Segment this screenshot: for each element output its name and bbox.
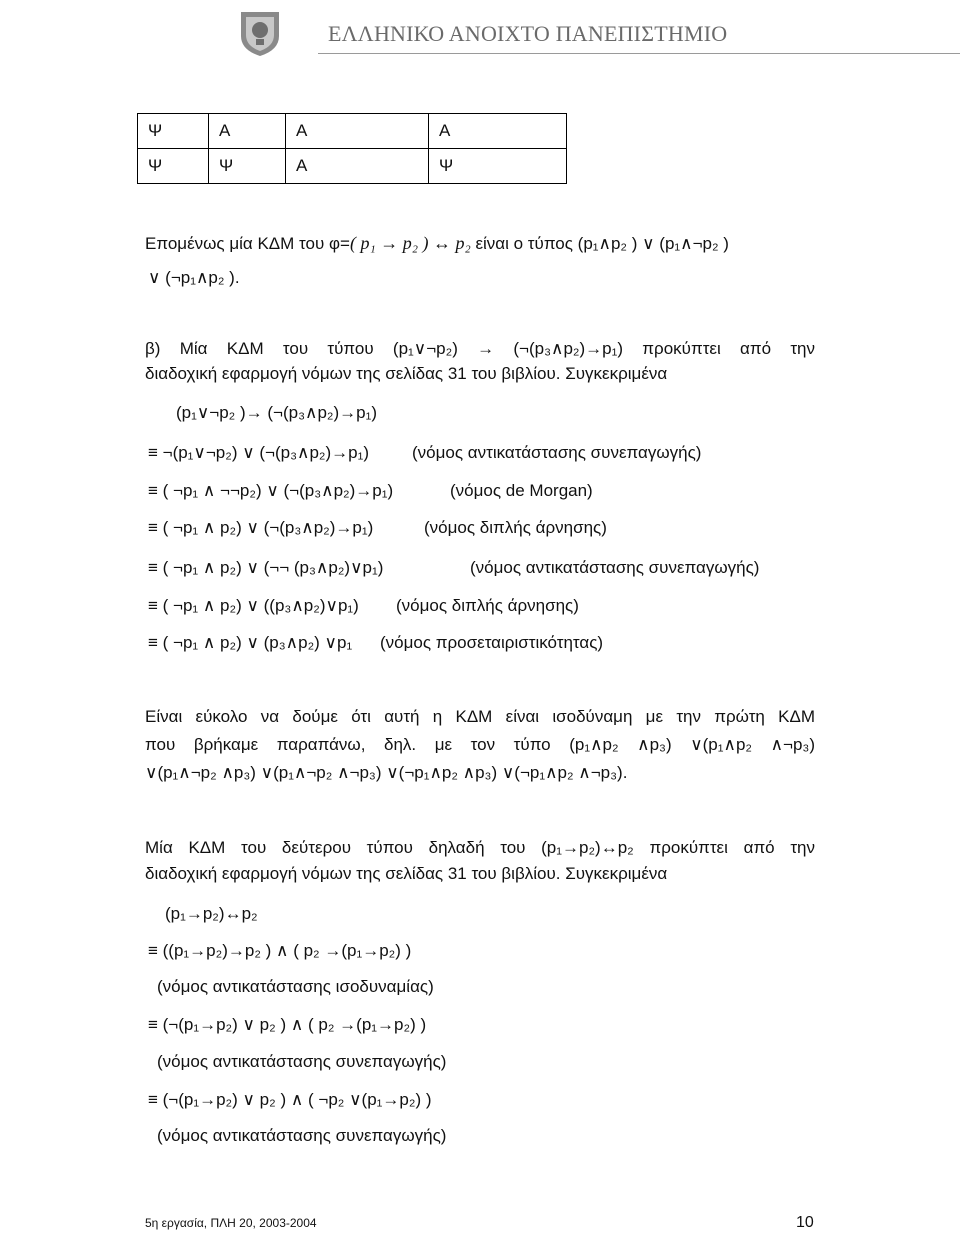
- table-cell: Ψ: [209, 149, 286, 184]
- text-line: Μία ΚΔΜ του δεύτερου τύπου δηλαδή του (p₁→p₂)↔p₂ προκύπτει από την: [145, 838, 815, 857]
- derivation-step: ≡ (¬(p₁→p₂) ∨ p₂ ) ∧ ( p₂ →(p₁→p₂) ): [148, 1015, 427, 1034]
- header-divider: [318, 53, 960, 54]
- text-line: Είναι εύκολο να δούμε ότι αυτή η ΚΔΜ είναι ισοδύναμη με την πρώτη ΚΔΜ: [145, 707, 815, 726]
- table-cell: Α: [209, 114, 286, 149]
- derivation-step: ≡ ( ¬p₁ ∧ p₂) ∨ ((p₃∧p₂)∨p₁): [148, 596, 359, 615]
- law-label: (νόμος προσεταιριστικότητας): [380, 633, 604, 652]
- derivation-step: ≡ ¬(p₁∨¬p₂) ∨ (¬(p₃∧p₂)→p₁): [148, 443, 370, 462]
- text-span: Επομένως μία ΚΔΜ του φ=: [145, 234, 350, 253]
- table-row: [138, 114, 567, 149]
- table-cell: Ψ: [429, 149, 567, 184]
- university-name: ΕΛΛΗΝΙΚΟ ΑΝΟΙΧΤΟ ΠΑΝΕΠΙΣΤΗΜΙΟ: [328, 21, 728, 46]
- law-label: (νόμος αντικατάστασης συνεπαγωγής): [412, 443, 702, 462]
- page-number: 10: [796, 1214, 814, 1231]
- text-line: ∨(p₁∧¬p₂ ∧p₃) ∨(p₁∧¬p₂ ∧¬p₃) ∨(¬p₁∧p₂ ∧p₃) ∨(¬p₁∧p₂ ∧¬p₃).: [145, 763, 628, 782]
- table-cell: Ψ: [138, 114, 209, 149]
- table-cell: Ψ: [138, 149, 209, 184]
- derivation-step: ≡ ( ¬p₁ ∧ ¬¬p₂) ∨ (¬(p₃∧p₂)→p₁): [148, 481, 394, 500]
- university-seal-icon: [237, 6, 283, 58]
- derivation-step: (p₁→p₂)↔p₂: [165, 904, 258, 923]
- law-label: (νόμος αντικατάστασης συνεπαγωγής): [470, 558, 760, 577]
- table-cell: Α: [429, 114, 567, 149]
- text-line: β) Μία ΚΔΜ του τύπου (p₁∨¬p₂) → (¬(p₃∧p₂)→p₁) προκύπτει από την: [145, 339, 815, 358]
- text-line: [145, 233, 729, 254]
- truth-table: [137, 113, 567, 184]
- derivation-step: ≡ ( ¬p₁ ∧ p₂) ∨ (¬¬ (p₃∧p₂)∨p₁): [148, 558, 384, 577]
- formula: ( p₁ → p₂ ) ↔ p₂: [349, 233, 471, 253]
- derivation-step: ≡ ( ¬p₁ ∧ p₂) ∨ (¬(p₃∧p₂)→p₁): [148, 518, 374, 537]
- derivation-step: (p₁∨¬p₂ )→ (¬(p₃∧p₂)→p₁): [176, 403, 378, 422]
- law-label: (νόμος de Morgan): [450, 481, 593, 500]
- derivation-step: ≡ ((p₁→p₂)→p₂ ) ∧ ( p₂ →(p₁→p₂) ): [148, 941, 412, 960]
- law-label: (νόμος διπλής άρνησης): [424, 518, 607, 537]
- text-line: που βρήκαμε παραπάνω, δηλ. με τον τύπο (p₁∧p₂ ∧p₃) ∨(p₁∧p₂ ∧¬p₃): [145, 735, 815, 754]
- table-row: [138, 149, 567, 184]
- derivation-step: ≡ (¬(p₁→p₂) ∨ p₂ ) ∧ ( ¬p₂ ∨(p₁→p₂) ): [148, 1090, 432, 1109]
- law-label: (νόμος αντικατάστασης συνεπαγωγής): [157, 1052, 447, 1071]
- footer-course: 5η εργασία, ΠΛΗ 20, 2003-2004: [145, 1216, 317, 1230]
- table-cell: Α: [286, 114, 429, 149]
- law-label: (νόμος αντικατάστασης ισοδυναμίας): [157, 977, 434, 996]
- text-span: είναι ο τύπος (p₁∧p₂ ) ∨ (p₁∧¬p₂ ): [470, 234, 729, 253]
- law-label: (νόμος διπλής άρνησης): [396, 596, 579, 615]
- table-cell: Α: [286, 149, 429, 184]
- law-label: (νόμος αντικατάστασης συνεπαγωγής): [157, 1126, 447, 1145]
- text-line: διαδοχική εφαρμογή νόμων της σελίδας 31 του βιβλίου. Συγκεκριμένα: [145, 364, 668, 383]
- derivation-step: ≡ ( ¬p₁ ∧ p₂) ∨ (p₃∧p₂) ∨p₁: [148, 633, 353, 652]
- text-line: ∨ (¬p₁∧p₂ ).: [148, 268, 240, 287]
- text-line: διαδοχική εφαρμογή νόμων της σελίδας 31 του βιβλίου. Συγκεκριμένα: [145, 864, 668, 883]
